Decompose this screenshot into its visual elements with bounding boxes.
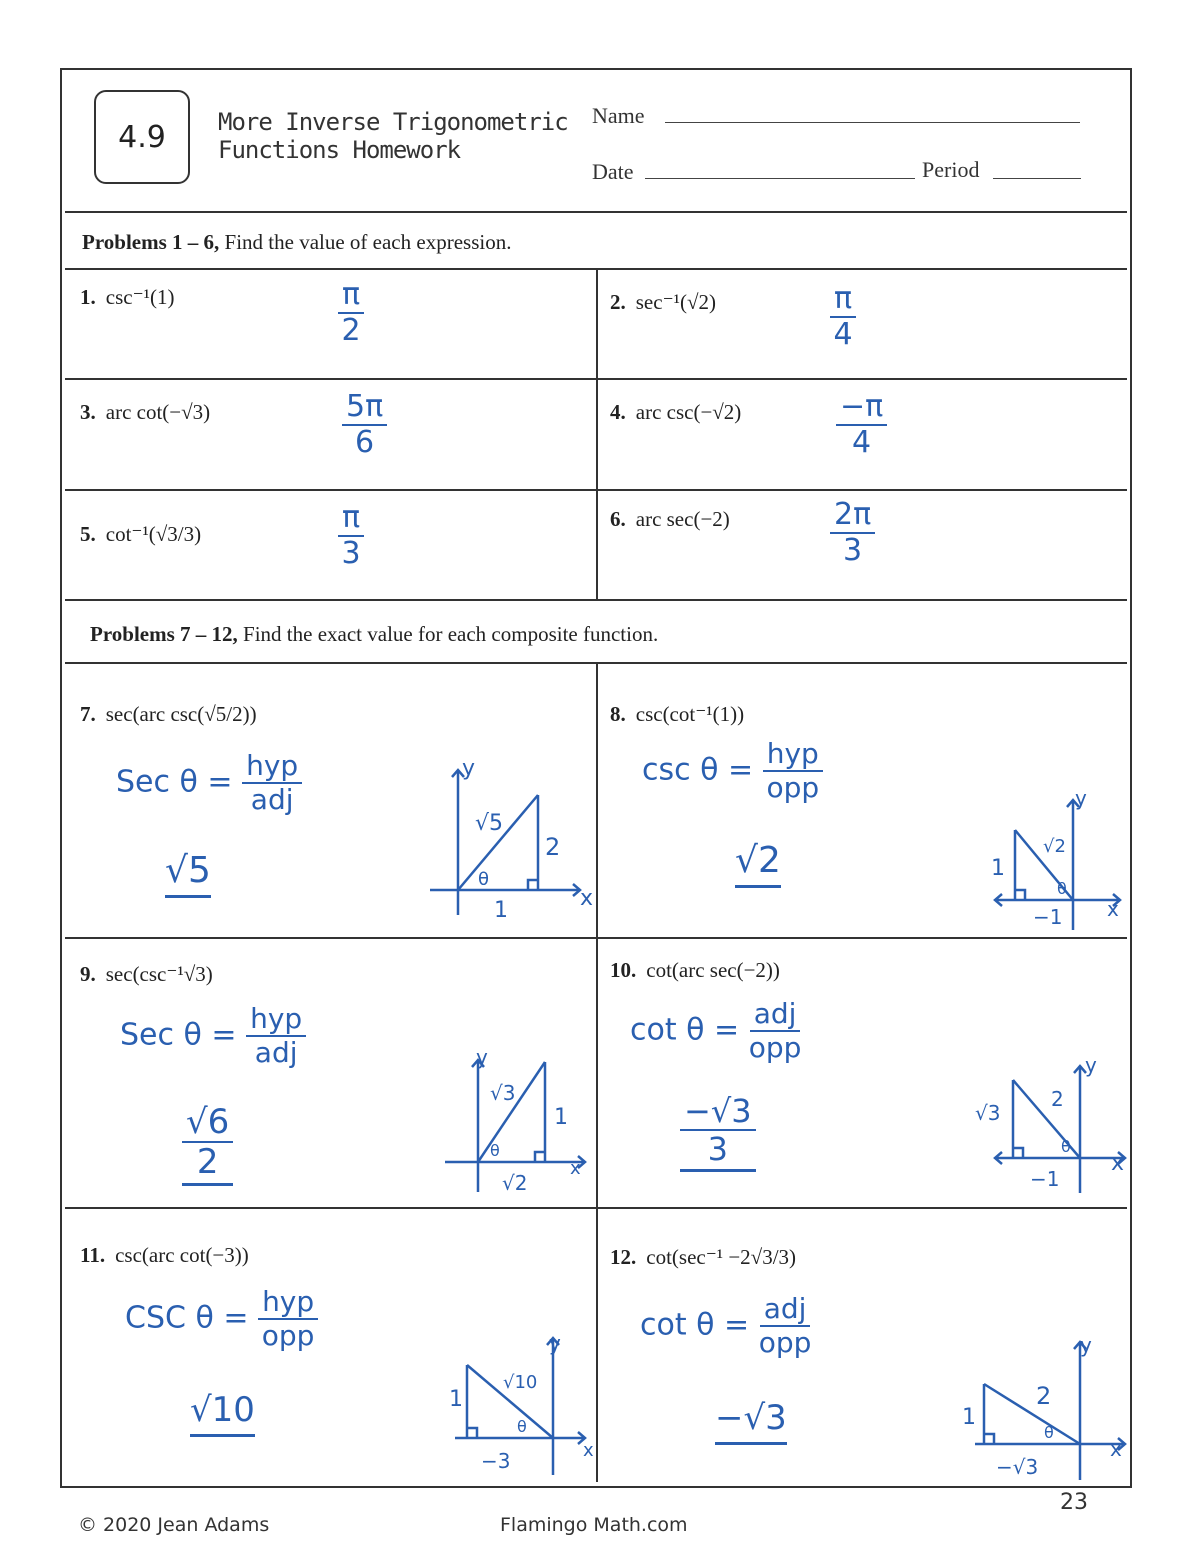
x-axis-label: x bbox=[570, 1158, 581, 1179]
divider bbox=[65, 599, 1127, 601]
triangle-diagram-10 bbox=[975, 1053, 1130, 1198]
problem-1: 1. csc⁻¹(1) bbox=[80, 285, 175, 309]
work-12: cot θ = $\frac{\text{adj}}{\text{opp}}$ bbox=[640, 1292, 812, 1359]
adjacent-label: √2 bbox=[502, 1171, 528, 1195]
angle-theta-label: θ bbox=[1061, 1137, 1071, 1156]
angle-theta-label: θ bbox=[1044, 1423, 1054, 1442]
opposite-label: 1 bbox=[962, 1405, 976, 1430]
answer-11: √10 bbox=[190, 1390, 255, 1437]
date-label: Date bbox=[592, 159, 634, 184]
adjacent-label: −√3 bbox=[996, 1455, 1039, 1479]
hypotenuse-label: √3 bbox=[490, 1081, 516, 1105]
problem-9: 9. sec(csc⁻¹√3) bbox=[80, 962, 213, 986]
y-axis-label: y bbox=[476, 1045, 488, 1069]
work-8: csc θ = $\frac{\text{hyp}}{\text{opp}}$ bbox=[642, 740, 823, 802]
opposite-label: 1 bbox=[449, 1387, 463, 1412]
problem-11: 11. csc(arc cot(−3)) bbox=[80, 1243, 249, 1267]
problem-10: 10. cot(arc sec(−2)) bbox=[610, 958, 780, 982]
adjacent-label: 1 bbox=[494, 898, 508, 923]
y-axis-label: y bbox=[1075, 786, 1087, 810]
hypotenuse-label: √5 bbox=[475, 811, 504, 836]
problem-8: 8. csc(cot⁻¹(1)) bbox=[610, 702, 745, 726]
divider bbox=[65, 211, 1127, 213]
triangle-diagram-7 bbox=[430, 756, 594, 923]
work-11: CSC θ = $\frac{\text{hyp}}{\text{opp}}$ bbox=[125, 1288, 318, 1350]
section1-instructions: Problems 1 – 6, Find the value of each expression. bbox=[82, 230, 512, 254]
answer-1: $\frac{\pi}{2}$ bbox=[338, 280, 364, 346]
x-axis-label: x bbox=[583, 1440, 594, 1461]
problem-12: 12. cot(sec⁻¹ −2√3/3) bbox=[610, 1245, 797, 1269]
answer-9: $\frac{√6}{2}$ bbox=[182, 1105, 233, 1186]
answer-5: $\frac{\pi}{3}$ bbox=[338, 503, 364, 569]
angle-theta-label: θ bbox=[1057, 879, 1067, 898]
hypotenuse-label: √10 bbox=[503, 1372, 538, 1393]
page-title bbox=[218, 108, 568, 164]
opposite-label: 1 bbox=[991, 856, 1005, 881]
problem-3: 3. arc cot(−√3) bbox=[80, 400, 211, 424]
problem-7: 7. sec(arc csc(√5/2)) bbox=[80, 702, 257, 726]
answer-2: $\frac{\pi}{4}$ bbox=[830, 284, 856, 350]
work-10: cot θ = $\frac{\text{adj}}{\text{opp}}$ bbox=[630, 997, 802, 1064]
answer-3: $\frac{5\pi}{6}$ bbox=[342, 392, 387, 458]
angle-theta-label: θ bbox=[478, 869, 490, 890]
copyright: © 2020 Jean Adams bbox=[78, 1514, 270, 1536]
opposite-label: √3 bbox=[975, 1101, 1001, 1125]
triangle-diagram-11 bbox=[445, 1330, 595, 1480]
triangle-diagram-8 bbox=[985, 786, 1125, 930]
answer-8: √2 bbox=[735, 840, 781, 888]
column-divider bbox=[596, 268, 598, 599]
period-field[interactable] bbox=[993, 178, 1081, 179]
work-7: Sec θ = $\frac{\text{hyp}}{\text{adj}}$ bbox=[116, 752, 302, 814]
site-name: Flamingo Math.com bbox=[500, 1514, 688, 1536]
page-number: 23 bbox=[1060, 1490, 1088, 1515]
hypotenuse-label: 2 bbox=[1036, 1382, 1052, 1410]
x-axis-label: x bbox=[580, 886, 594, 911]
hypotenuse-label: 2 bbox=[1051, 1087, 1064, 1111]
triangle-diagram-12 bbox=[960, 1332, 1130, 1482]
hypotenuse-label: √2 bbox=[1043, 836, 1066, 857]
section2-instructions: Problems 7 – 12, Find the exact value for each composite function. bbox=[90, 622, 659, 646]
problem-5: 5. cot⁻¹(√3/3) bbox=[80, 522, 202, 546]
answer-10: $\frac{-√3}{3}$ bbox=[680, 1095, 756, 1172]
answer-4: $\frac{-\pi}{4}$ bbox=[836, 392, 887, 458]
y-axis-label: y bbox=[1080, 1333, 1092, 1357]
name-field[interactable] bbox=[665, 122, 1080, 123]
name-label: Name bbox=[592, 103, 645, 128]
lesson-number: 4.9 bbox=[94, 90, 190, 184]
angle-theta-label: θ bbox=[490, 1141, 500, 1160]
y-axis-label: y bbox=[462, 756, 476, 781]
opposite-label: 2 bbox=[545, 833, 561, 861]
work-9: Sec θ = $\frac{\text{hyp}}{\text{adj}}$ bbox=[120, 1005, 306, 1067]
y-axis-label: y bbox=[1085, 1053, 1097, 1077]
title-line-2: Functions Homework bbox=[218, 136, 461, 164]
problem-4: 4. arc csc(−√2) bbox=[610, 400, 742, 424]
problem-6: 6. arc sec(−2) bbox=[610, 507, 730, 531]
x-axis-label: x bbox=[1110, 1437, 1122, 1461]
answer-6: $\frac{2\pi}{3}$ bbox=[830, 500, 875, 566]
adjacent-label: −3 bbox=[481, 1449, 511, 1473]
angle-theta-label: θ bbox=[517, 1417, 527, 1436]
answer-12: −√3 bbox=[715, 1398, 787, 1445]
problem-2: 2. sec⁻¹(√2) bbox=[610, 290, 716, 314]
triangle-diagram-9 bbox=[440, 1045, 590, 1197]
adjacent-label: −1 bbox=[1030, 1167, 1060, 1191]
opposite-label: 1 bbox=[554, 1105, 568, 1130]
column-divider bbox=[596, 662, 598, 1482]
date-field[interactable] bbox=[645, 178, 915, 179]
x-axis-label: x bbox=[1107, 897, 1119, 921]
adjacent-label: −1 bbox=[1033, 905, 1063, 929]
x-axis-label: x bbox=[1111, 1151, 1125, 1176]
answer-7: √5 bbox=[165, 850, 211, 898]
period-label: Period bbox=[922, 157, 980, 182]
title-line-1: More Inverse Trigonometric bbox=[218, 108, 568, 136]
y-axis-label: y bbox=[549, 1331, 561, 1355]
